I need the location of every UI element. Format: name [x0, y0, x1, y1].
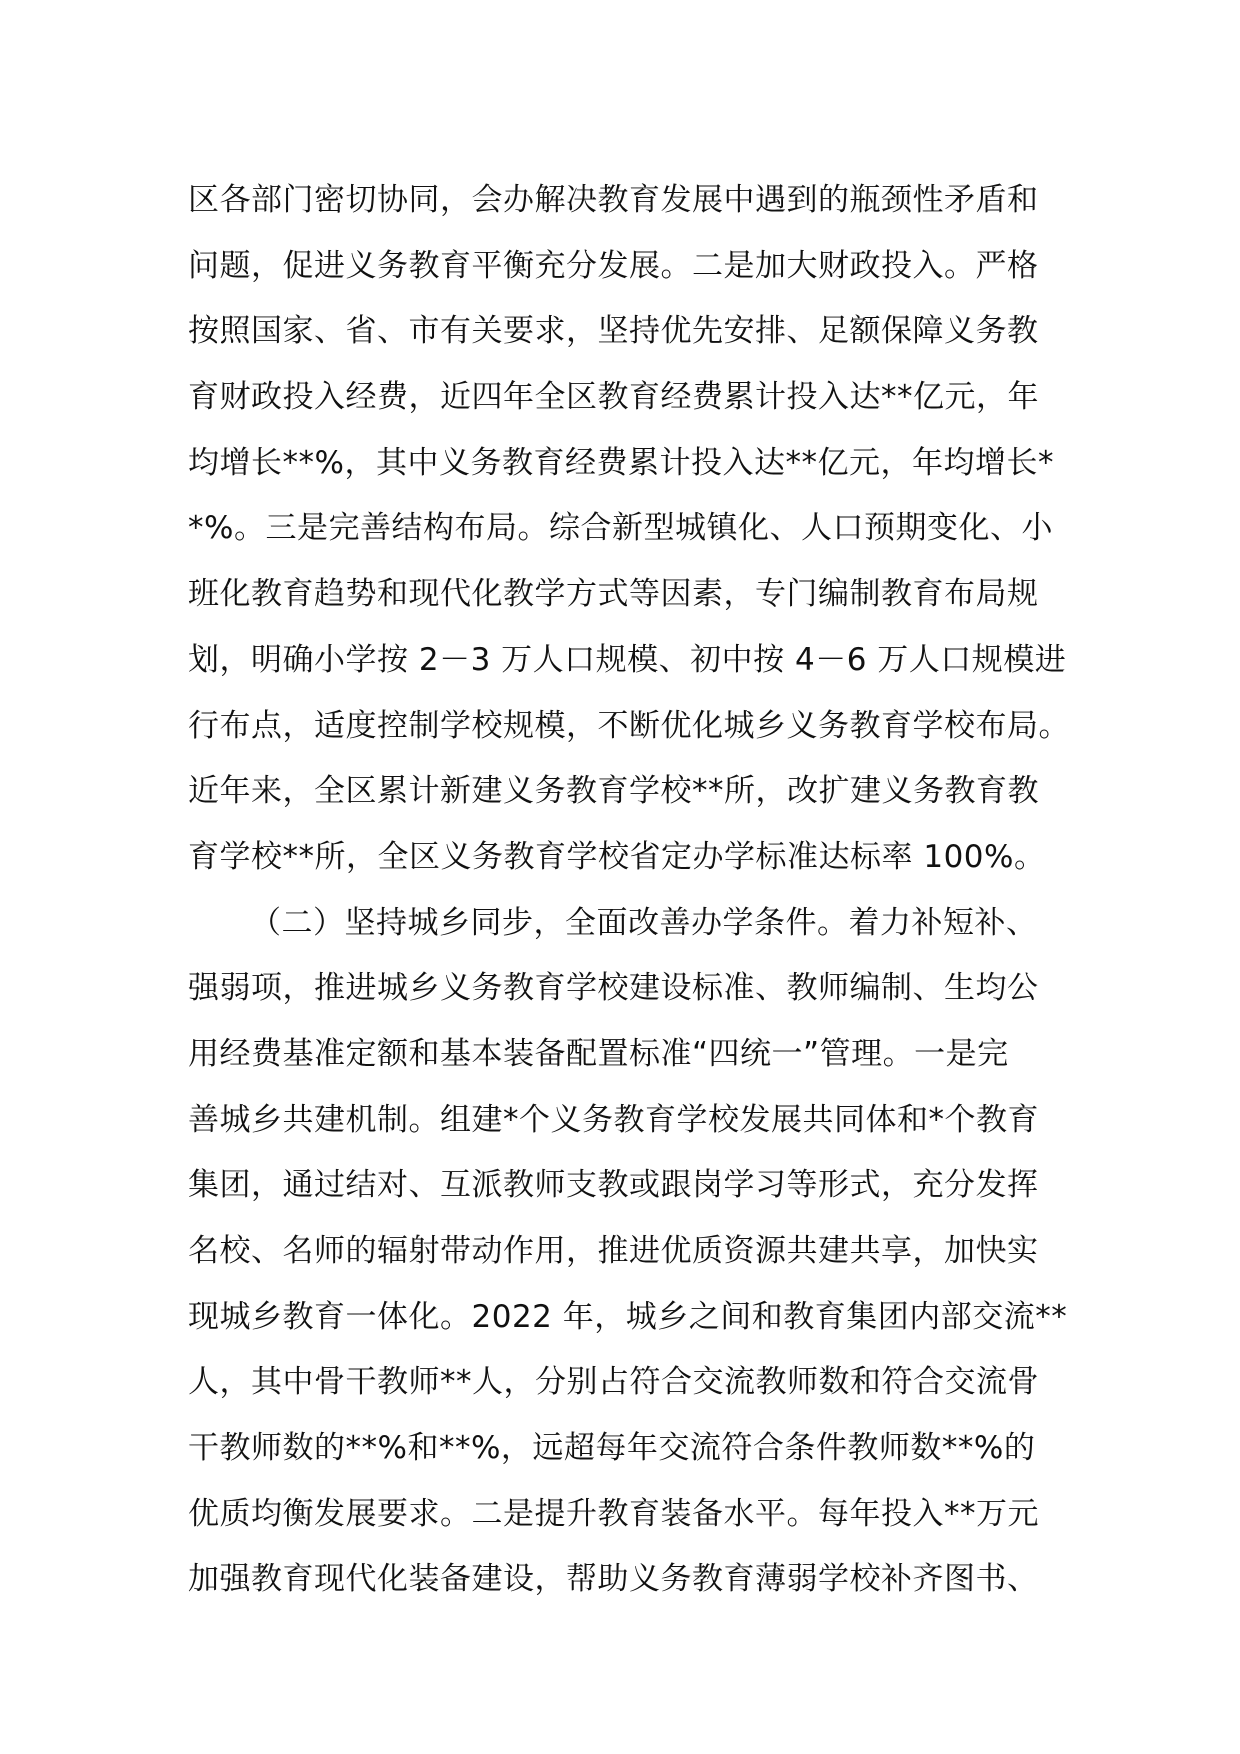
- text-line: 近年来，全区累计新建义务教育学校**所，改扩建义务教育教: [188, 773, 1039, 810]
- text-line: 用经费基准定额和基本装备配置标准“四统一”管理。一是完: [188, 1035, 1009, 1072]
- text-line: 善城乡共建机制。组建*个义务教育学校发展共同体和*个教育: [188, 1101, 1039, 1138]
- text-line: *%。三是完善结构布局。综合新型城镇化、人口预期变化、小: [188, 510, 1053, 547]
- text-line: 区各部门密切协同，会办解决教育发展中遇到的瓶颈性矛盾和: [188, 182, 1039, 218]
- section-heading-line: （二）坚持城乡同步，全面改善办学条件。着力补短补、: [250, 904, 1038, 941]
- text-line: 育学校**所，全区义务教育学校省定办学标准达标率 100%。: [188, 838, 1046, 875]
- text-line: 班化教育趋势和现代化教学方式等因素，专门编制教育布局规: [188, 576, 1039, 613]
- text-line: 强弱项，推进城乡义务教育学校建设标准、教师编制、生均公: [188, 970, 1039, 1007]
- text-line: 问题，促进义务教育平衡充分发展。二是加大财政投入。严格: [188, 247, 1039, 284]
- text-line: 人，其中骨干教师**人，分别占符合交流教师数和符合交流骨: [188, 1364, 1039, 1401]
- text-line: 集团，通过结对、互派教师支教或跟岗学习等形式，充分发挥: [188, 1167, 1039, 1204]
- text-line: 现城乡教育一体化。2022 年，城乡之间和教育集团内部交流**: [188, 1298, 1068, 1335]
- text-line: 干教师数的**%和**%，远超每年交流符合条件教师数**%的: [188, 1430, 1036, 1467]
- text-line: 划，明确小学按 2－3 万人口规模、初中按 4－6 万人口规模进: [188, 641, 1067, 678]
- text-line: 行布点，适度控制学校规模，不断优化城乡义务教育学校布局。: [188, 707, 1070, 744]
- text-line: 按照国家、省、市有关要求，坚持优先安排、足额保障义务教: [188, 313, 1039, 350]
- text-line: 优质均衡发展要求。二是提升教育装备水平。每年投入**万元: [188, 1495, 1039, 1532]
- text-line: 育财政投入经费，近四年全区教育经费累计投入达**亿元，年: [188, 379, 1039, 416]
- text-line: 名校、名师的辐射带动作用，推进优质资源共建共享，加快实: [188, 1233, 1039, 1269]
- body-text: [188, 168, 1088, 1613]
- text-line: 加强教育现代化装备建设，帮助义务教育薄弱学校补齐图书、: [188, 1561, 1039, 1598]
- text-line: 均增长**%，其中义务教育经费累计投入达**亿元，年均增长*: [188, 444, 1054, 481]
